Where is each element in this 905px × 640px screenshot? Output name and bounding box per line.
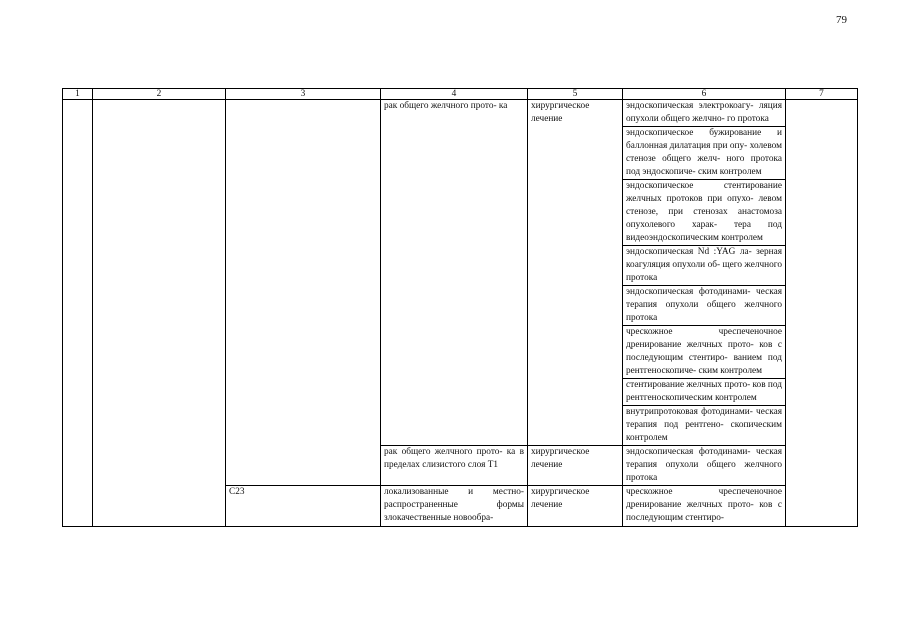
- treatment-cell: хирургическое лечение: [528, 100, 623, 446]
- header-col-6: 6: [623, 89, 786, 100]
- method-cell: эндоскопическая фотодинами- ческая терапия опухоли общего желчного протока: [623, 446, 786, 486]
- method-cell: внутрипротоковая фотодинами- ческая терапия под рентгено- скопическим контролем: [623, 406, 786, 446]
- header-row: [63, 89, 858, 100]
- treatment-table: [62, 88, 858, 527]
- diagnosis-cell: рак общего желчного прото- ка: [381, 100, 528, 446]
- cell-code-empty: [226, 100, 381, 486]
- header-col-1: 1: [63, 89, 93, 100]
- method-cell: чрескожное чреспеченочное дренирование желчных прото- ков с последующим стентиро- ванием под рентгеноскопиче- ским контролем: [623, 326, 786, 379]
- code-cell: C23: [226, 486, 381, 527]
- cell-col-1: [63, 100, 93, 527]
- diagnosis-cell: локализованные и местно- распространенные формы злокачественные новообра-: [381, 486, 528, 527]
- method-cell: стентирование желчных прото- ков под рентгеноскопическим контролем: [623, 379, 786, 406]
- header-col-3: 3: [226, 89, 381, 100]
- treatment-cell: хирургическое лечение: [528, 446, 623, 486]
- header-col-5: 5: [528, 89, 623, 100]
- method-cell: эндоскопическая Nd :YAG ла- зерная коагуляция опухоли об- щего желчного протока: [623, 246, 786, 286]
- header-col-7: 7: [786, 89, 858, 100]
- cell-col-2: [93, 100, 226, 527]
- treatment-cell: хирургическое лечение: [528, 486, 623, 527]
- method-cell: чрескожное чреспеченочное дренирование желчных прото- ков с последующим стентиро-: [623, 486, 786, 527]
- method-cell: эндоскопическая электрокоагу- ляция опухоли общего желчно- го протока: [623, 100, 786, 127]
- header-col-4: 4: [381, 89, 528, 100]
- method-cell: эндоскопическое стентирование желчных протоков при опухо- левом стенозе, при стенозах анастомоза опухолевого харак- тера под видеоэндоскопическим контролем: [623, 180, 786, 246]
- page-number: 79: [836, 14, 847, 26]
- cell-col-7: [786, 100, 858, 527]
- table-row: [63, 100, 858, 127]
- diagnosis-cell: рак общего желчного прото- ка в пределах слизистого слоя T1: [381, 446, 528, 486]
- method-cell: эндоскопическая фотодинами- ческая терапия опухоли общего желчного протока: [623, 286, 786, 326]
- header-col-2: 2: [93, 89, 226, 100]
- method-cell: эндоскопическое бужирование и баллонная дилатация при опу- холевом стенозе общего желч- ного протока под эндоскопиче- ским контролем: [623, 127, 786, 180]
